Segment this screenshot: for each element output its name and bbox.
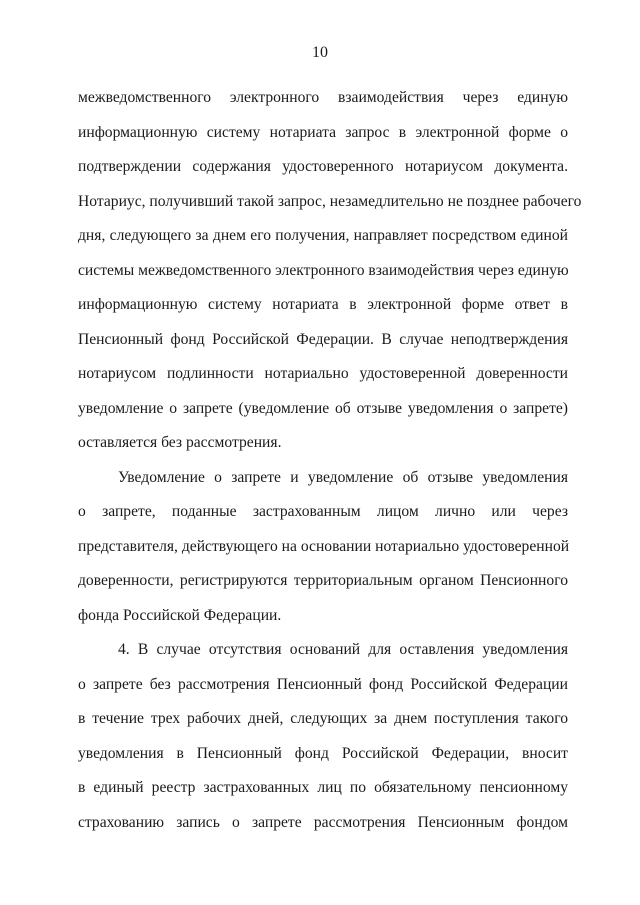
text-line: оставляется без рассмотрения. [78,434,282,451]
text-line: о запрете, поданные застрахованным лицом лично или через [78,503,568,520]
text-line: дня, следующего за днем его получения, направляет посредством единой [78,227,568,244]
text-line: страхованию запись о запрете рассмотрения Пенсионным фондом [78,814,568,831]
text-line: 4. В случае отсутствия оснований для оставления уведомления [118,641,568,658]
text-line: в единый реестр застрахованных лиц по обязательному пенсионному [78,779,568,796]
text-line: системы межведомственного электронного взаимодействия через единую [78,262,569,279]
text-line: представителя, действующего на основании нотариально удостоверенной [78,538,570,555]
text-line: Нотариус, получивший такой запрос, незамедлительно не позднее рабочего [78,193,582,210]
text-line: уведомление о запрете (уведомление об отзыве уведомления о запрете) [78,400,568,417]
text-line: нотариусом подлинности нотариально удостоверенной доверенности [78,365,568,382]
text-line: о запрете без рассмотрения Пенсионный фонд Российской Федерации [78,676,568,693]
text-line: Пенсионный фонд Российской Федерации. В случае неподтверждения [78,331,568,348]
text-line: информационную систему нотариата запрос в электронной форме о [78,124,568,141]
page-number: 10 [312,44,328,61]
text-line: подтверждении содержания удостоверенного нотариусом документа. [78,158,568,175]
text-line: доверенности, регистрируются территориальным органом Пенсионного [78,572,568,589]
text-line: Уведомление о запрете и уведомление об отзыве уведомления [118,469,568,486]
text-line: межведомственного электронного взаимодействия через единую [78,89,568,106]
text-line: информационную систему нотариата в электронной форме ответ в [78,296,568,313]
text-line: уведомления в Пенсионный фонд Российской Федерации, вносит [78,745,568,762]
text-line: фонда Российской Федерации. [78,607,282,624]
text-line: в течение трех рабочих дней, следующих за днем поступления такого [78,710,568,727]
